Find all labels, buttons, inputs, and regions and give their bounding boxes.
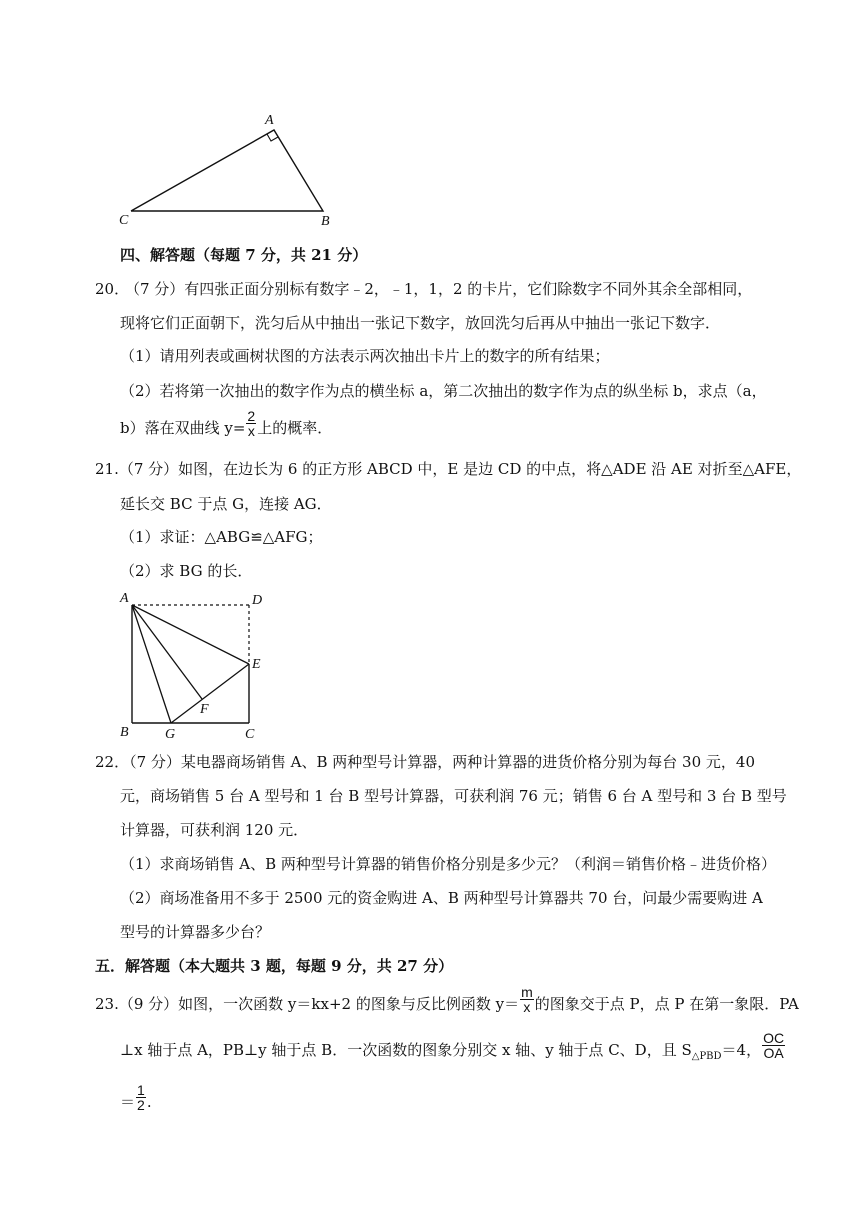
fraction-denominator: OA (763, 1044, 784, 1061)
q20-line2: 现将它们正面朝下，洗匀后从中抽出一张记下数字，放回洗匀后再从中抽出一张记下数字． (120, 314, 721, 332)
q23-line1 (95, 983, 799, 1015)
fraction-numerator: 2 (247, 407, 256, 424)
q23-text-f: . (146, 1093, 152, 1111)
q23-text-c: ⊥x 轴于点 A，PB⊥y 轴于点 B．一次函数的图象分别交 x 轴、y 轴于点 C、D，且 S (120, 1041, 692, 1059)
inverse-function-fraction (520, 985, 534, 1014)
fraction-denominator: x (523, 998, 531, 1015)
ratio-fraction (762, 1031, 785, 1060)
label-f: F (200, 702, 209, 717)
triangle-figure (115, 108, 345, 233)
q23-text-a: 23.（9 分）如图，一次函数 y＝kx+2 的图象与反比例函数 y＝ (95, 995, 520, 1013)
q22-part2-line1: （2）商场准备用不多于 2500 元的资金购进 A、B 两种型号计算器共 70 台，问最少需要购进 A (120, 889, 763, 907)
fraction-numerator: OC (763, 1029, 785, 1046)
label-e: E (252, 657, 261, 672)
fraction-denominator: x (247, 422, 255, 439)
section-5-heading: 五．解答题（本大题共 3 题，每题 9 分，共 27 分） (95, 957, 454, 975)
fraction-numerator: m (521, 983, 533, 1000)
half-fraction (136, 1083, 146, 1112)
q22-line2: 元，商场销售 5 台 A 型号和 1 台 B 型号计算器，可获利润 76 元；销售 6 台 A 型号和 3 台 B 型号 (120, 787, 787, 805)
q20-part2-line1: （2）若将第一次抽出的数字作为点的横坐标 a，第二次抽出的数字作为点的纵坐标 b，求点（a， (120, 382, 767, 400)
q22-part2-line2: 型号的计算器多少台？ (120, 923, 271, 941)
square-figure (110, 588, 270, 740)
label-a: A (120, 591, 129, 606)
q20-line1: （7 分）有四张正面分别标有数字﹣2，﹣1，1，2 的卡片，它们除数字不同外其余全部相同， (125, 280, 753, 298)
label-c: C (119, 213, 129, 228)
label-a: A (265, 113, 274, 128)
q20-part2-text-b: 上的概率． (257, 419, 333, 437)
q21-part2: （2）求 BG 的长． (120, 562, 253, 580)
q22-part1: （1）求商场销售 A、B 两种型号计算器的销售价格分别是多少元？（利润＝销售价格﹣进货价格） (120, 855, 776, 873)
q21-part1: （1）求证：△ABG≌△AFG； (120, 528, 323, 546)
q23-text-e: ＝ (120, 1093, 136, 1111)
area-subscript: △PBD (691, 1051, 722, 1062)
label-b: B (321, 214, 330, 229)
label-g: G (165, 727, 176, 740)
section-4-heading: 四、解答题（每题 7 分，共 21 分） (120, 246, 368, 264)
label-d: D (252, 593, 263, 608)
q20-part1: （1）请用列表或画树状图的方法表示两次抽出卡片上的数字的所有结果； (120, 347, 610, 365)
q23-text-d: ＝4， (721, 1041, 762, 1059)
q21-line2: 延长交 BC 于点 G，连接 AG． (120, 495, 332, 513)
q23-text-b: 的图象交于点 P，点 P 在第一象限．PA (534, 995, 799, 1013)
q20-part2-text-a: b）落在双曲线 y= (120, 419, 246, 437)
fraction-denominator: 2 (137, 1096, 145, 1113)
label-c: C (245, 727, 255, 740)
q23-line3 (120, 1081, 152, 1113)
hyperbola-fraction (246, 409, 256, 438)
q20-part2-line2 (120, 407, 333, 439)
q23-line2 (120, 1029, 786, 1067)
q21-line1: 21.（7 分）如图，在边长为 6 的正方形 ABCD 中，E 是边 CD 的中点，将△ADE 沿 AE 对折至△AFE， (95, 460, 802, 478)
q20-number: 20． (95, 280, 130, 298)
q22-line1: 22．（7 分）某电器商场销售 A、B 两种型号计算器，两种计算器的进货价格分别为每台 30 元，40 (95, 753, 756, 771)
q22-line3: 计算器，可获利润 120 元． (120, 821, 309, 839)
label-b: B (120, 725, 129, 740)
fraction-numerator: 1 (137, 1081, 145, 1098)
